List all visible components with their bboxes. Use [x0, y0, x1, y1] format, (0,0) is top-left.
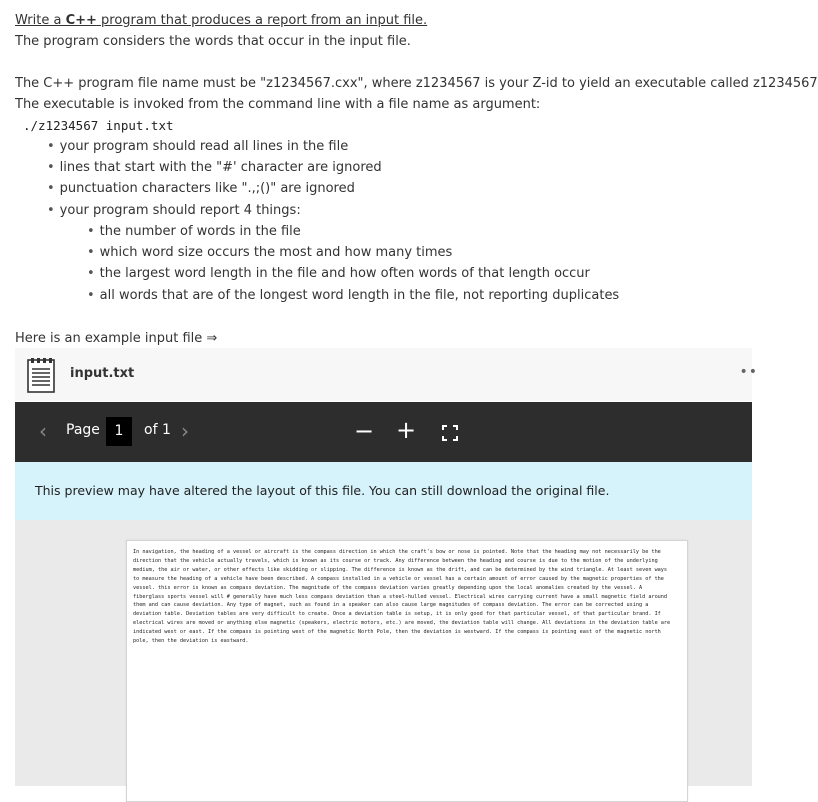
example-intro: Here is an example input file ⇒: [15, 331, 218, 346]
title-text: Write a C++ program that produces a report from an input file.: [15, 13, 428, 28]
document-icon: [27, 357, 55, 393]
zoom-in-button[interactable]: +: [396, 416, 417, 444]
list-item: • the number of words in the file: [87, 221, 619, 242]
document-page: [126, 540, 688, 802]
notice-text: This preview may have altered the layout of this file. You can still download the original file.: [35, 483, 610, 498]
list-item: • your program should report 4 things:: [47, 200, 382, 221]
next-page-button[interactable]: ›: [181, 419, 189, 443]
list-item: • the largest word length in the file and how often words of that length occur: [87, 263, 619, 284]
file-header: [15, 348, 758, 401]
list-item: • which word size occurs the most and how many times: [87, 242, 619, 263]
file-preview-viewer: [15, 348, 758, 786]
previous-page-button[interactable]: ‹: [39, 419, 47, 443]
intro-line: The program considers the words that occur in the input file.: [15, 34, 411, 49]
assignment-title: [15, 10, 427, 31]
page-label: Page: [66, 422, 100, 438]
report-items-list: [87, 221, 619, 306]
preview-notice: [15, 462, 752, 520]
preview-toolbar: [15, 402, 752, 462]
requirements-list: [47, 136, 382, 221]
list-item: • lines that start with the "#' character are ignored: [47, 157, 382, 178]
list-item: • all words that are of the longest word length in the file, not reporting duplicates: [87, 285, 619, 306]
fullscreen-icon[interactable]: [442, 425, 458, 441]
zoom-out-button[interactable]: −: [354, 417, 375, 445]
more-options-icon[interactable]: ••: [739, 364, 758, 380]
invocation-line: The executable is invoked from the command line with a file name as argument:: [15, 97, 541, 112]
page-number-input[interactable]: 1: [106, 417, 132, 446]
command-example: ./z1234567 input.txt: [23, 118, 174, 133]
list-item: • punctuation characters like ".,;()" are ignored: [47, 178, 382, 199]
file-name: input.txt: [70, 366, 135, 381]
document-preview-area[interactable]: [15, 520, 752, 786]
document-text: In navigation, the heading of a vessel or aircraft is the compass direction in which the craft's bow or nose is pointed. Note that the heading may not necessarily be the direction that the vehicle actually travels, which is known as its course or track. Any difference between the heading and course is due to the motion of the underlying medium, the air or water, or other effects like skidding or slipping. The difference is known as the drift, and can be determined by the wind triangle. At least seven ways to measure the heading of a vehicle have been described. A compass installed in a vehicle or vessel has a certain amount of error caused by the magnetic properties of the vessel. this error is known as compass deviation. The magnitude of the compass deviation varies greatly depending upon the local anomalies created by the vessel. A fiberglass sports vessel will # generally have much less compass deviation than a steel-hulled vessel. Electrical wires carrying current have a small magnetic field around them and can cause deviation. Any type of magnet, such as found in a speaker can also cause large magnitudes of compass deviation. The error can be corrected using a deviation table. Deviation tables are very difficult to create. Once a deviation table is setup, it is only good for that particular vessel, of that particular brand. If electrical wires are moved or anything else magnetic (speakers, electric motors, etc.) are moved, the deviation table will change. All deviations in the deviation table are indicated west or east. If the compass is pointing west of the magnetic North Pole, then the deviation is westward. If the compass is pointing east of the magnetic north pole, then the deviation is eastward.: [133, 549, 674, 645]
list-item: • your program should read all lines in the file: [47, 136, 382, 157]
filename-requirement: The C++ program file name must be "z1234567.cxx", where z1234567 is your Z-id to yield an executable called z1234567: [15, 76, 818, 91]
page-count: of 1: [144, 422, 171, 438]
